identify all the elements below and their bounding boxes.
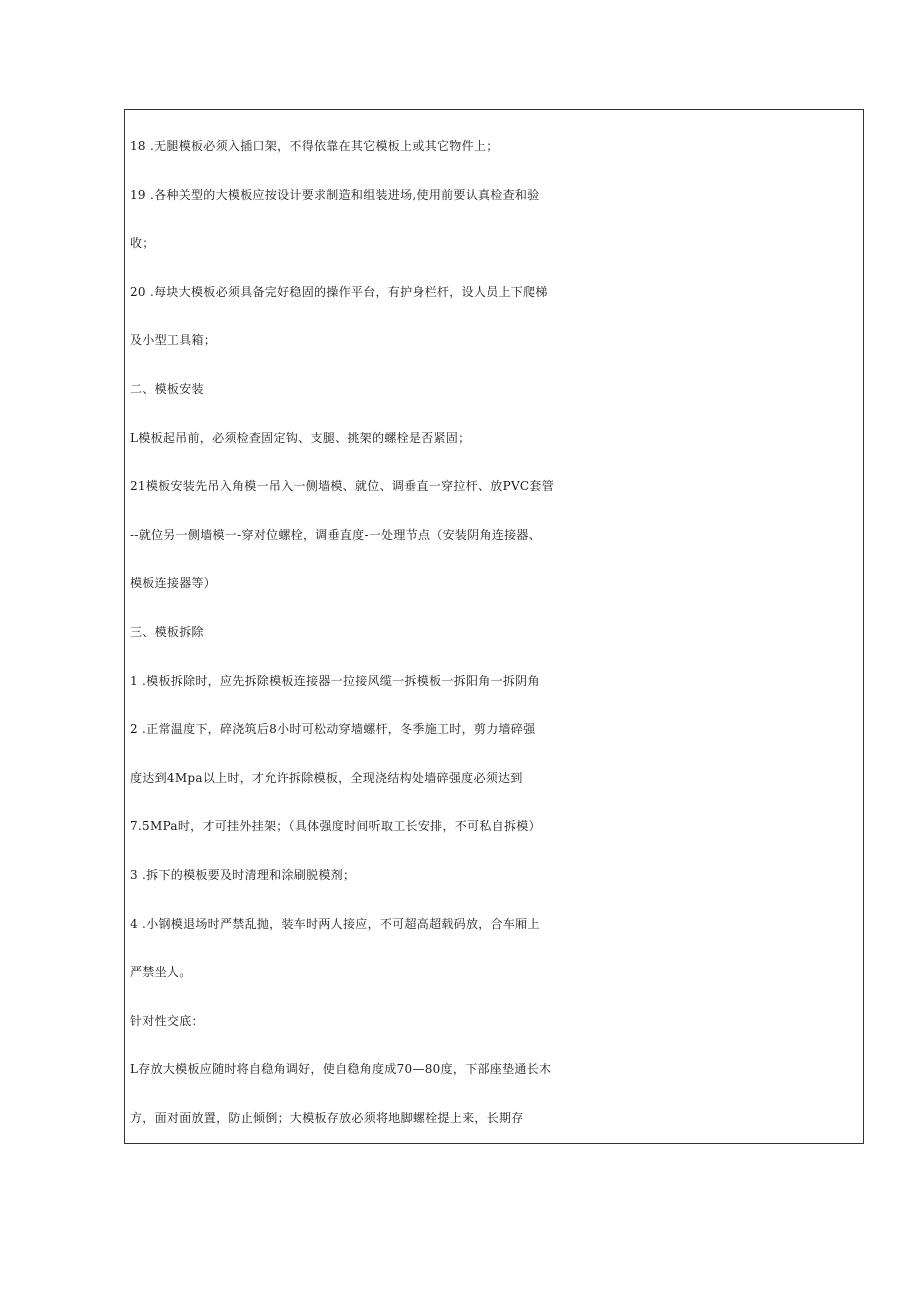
text-line: 20 .每块大模板必须具备完好稳固的操作平台，有护身栏杆，设人员上下爬梯 — [130, 284, 548, 299]
text-line: 1 .模板拆除时，应先拆除模板连接器一拉接风缆一拆模板一拆阳角一拆阴角 — [130, 673, 540, 688]
text-line: L存放大模板应随时将自稳角调好，使自稳角度成70—80度，下部座垫通长木 — [130, 1062, 552, 1077]
section-heading: 针对性交底： — [130, 1013, 204, 1028]
text-line: 21模板安装先吊入角模一吊入一侧墙模、就位、调垂直一穿拉杆、放PVC套管 — [130, 479, 554, 494]
text-line: 7.5MPa时，才可挂外挂架；（具体强度时间听取工长安排，不可私自拆模） — [130, 819, 541, 834]
text-line: 严禁坐人。 — [130, 965, 192, 980]
text-line: 3 .拆下的模板要及时清理和涂刷脱模剂； — [130, 867, 356, 882]
document-frame — [124, 109, 864, 1144]
text-line: 方，面对面放置，防止倾倒；大模板存放必须将地脚螺栓提上来，长期存 — [130, 1110, 524, 1125]
text-line: 收； — [130, 236, 155, 251]
text-line: 2 .正常温度下，碎浇筑后8小时可松动穿墙螺杆，冬季施工时，剪力墙碎强 — [130, 722, 536, 737]
section-heading: 二、模板安装 — [130, 381, 204, 396]
text-line: 度达到4Mpa以上时，才允许拆除模板，全现浇结构处墙碎强度必须达到 — [130, 770, 523, 785]
text-line: 模板连接器等） — [130, 576, 217, 591]
text-line: 及小型工具箱； — [130, 333, 217, 348]
text-line: 18 .无腿模板必须入插口架，不得依靠在其它模板上或其它物件上； — [130, 139, 499, 153]
text-line: 19 .各种关型的大模板应按设计要求制造和组装进场,使用前要认真检查和验 — [130, 187, 540, 202]
section-heading: 三、模板拆除 — [130, 624, 204, 639]
text-line: --就位另一侧墙模一-穿对位螺栓，调垂直度-一处理节点（安装阴角连接器、 — [130, 527, 542, 542]
document-body — [130, 124, 863, 1144]
text-line: 4 .小钢模退场时严禁乱抛，装车时两人接应，不可超高超载码放，合车厢上 — [130, 916, 540, 931]
text-line: L模板起吊前，必须检查固定钩、支腿、挑架的螺栓是否紧固； — [130, 430, 471, 445]
